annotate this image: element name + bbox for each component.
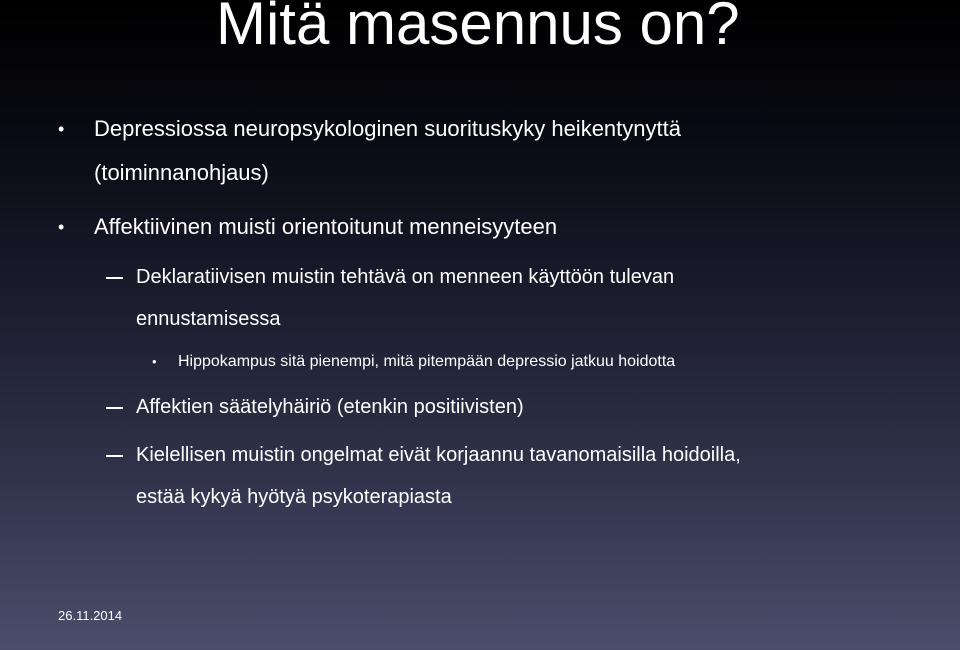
sub-bullet-item-continuation xyxy=(136,299,281,340)
sub-bullet-item-continuation xyxy=(136,477,452,518)
bullet-text: (toiminnanohjaus) xyxy=(94,160,269,185)
sub-bullet-item xyxy=(136,435,741,476)
sub-bullet-text: Kielellisen muistin ongelmat eivät korjaannu tavanomaisilla hoidoilla, xyxy=(136,444,741,466)
bullet-text: Depressiossa neuropsykologinen suorituskyky heikentynyttä xyxy=(94,116,681,141)
sub-bullet-item xyxy=(136,387,524,428)
footer-date: 26.11.2014 xyxy=(58,608,123,623)
bullet-item xyxy=(58,205,558,249)
bullet-dot: • xyxy=(152,354,157,369)
sub-bullet-text: Affektien säätelyhäiriö (etenkin positiivisten) xyxy=(136,396,524,418)
slide-title: Mitä masennus on? xyxy=(216,0,740,57)
dash-marker xyxy=(106,455,123,457)
bullet-dot: • xyxy=(58,119,65,139)
sub-bullet-item xyxy=(136,257,674,298)
bullet-dot: • xyxy=(58,217,65,237)
sub-sub-bullet-text: Hippokampus sitä pienempi, mitä pitempään depressio jatkuu hoidotta xyxy=(178,353,676,370)
sub-bullet-text: estää kykyä hyötyä psykoterapiasta xyxy=(136,486,452,508)
sub-bullet-text: ennustamisessa xyxy=(136,308,281,330)
bullet-item-continuation xyxy=(94,151,269,195)
dash-marker xyxy=(106,407,123,409)
bullet-item xyxy=(58,107,681,151)
sub-sub-bullet-item xyxy=(152,351,676,373)
sub-bullet-text: Deklaratiivisen muistin tehtävä on menneen käyttöön tulevan xyxy=(136,266,675,288)
dash-marker xyxy=(106,277,123,279)
bullet-text: Affektiivinen muisti orientoitunut menneisyyteen xyxy=(94,214,558,239)
